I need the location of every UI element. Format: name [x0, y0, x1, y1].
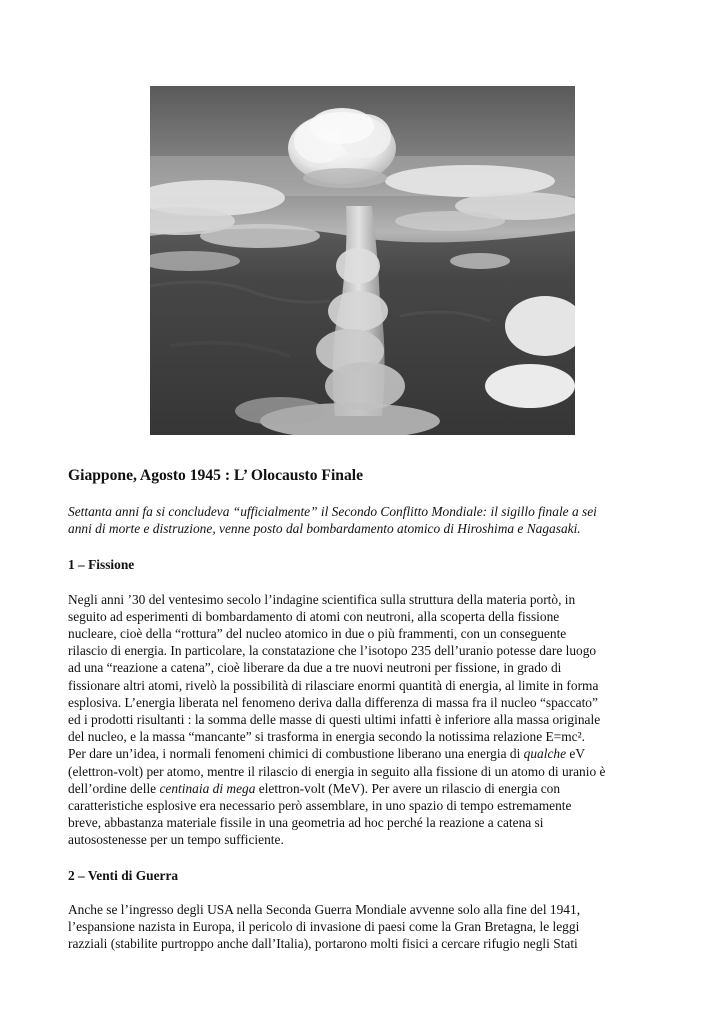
paragraph-line: (elettron-volt) per atomo, mentre il rilascio di energia in seguito alla fissione di un atomo di uranio è: [68, 763, 606, 779]
section-heading-venti-di-guerra: 2 – Venti di Guerra: [68, 867, 179, 883]
paragraph-line: rilascio di energia. In particolare, la constatazione che l’isotopo 235 dell’uranio potesse dare luogo: [68, 643, 597, 659]
line-text: Per dare un’idea, i normali fenomeni chimici di combustione liberano una energia di: [68, 746, 524, 762]
subtitle-line: Settanta anni fa si concludeva “ufficialmente” il Secondo Conflitto Mondiale: il sigillo finale a sei: [68, 504, 597, 519]
paragraph-line: ed i prodotti risultanti : la somma delle masse di questi ultimi infatti è inferiore alla massa originale: [68, 712, 601, 728]
line-text: eV: [566, 746, 585, 762]
paragraph-line: breve, abbastanza materiale fissile in una geometria ad hoc perché la reazione a catena si: [68, 815, 544, 831]
subtitle-line: anni di morte e distruzione, venne posto dal bombardamento atomico di Hiroshima e Nagasaki.: [68, 521, 581, 537]
line-text: dell’ordine delle: [68, 780, 160, 796]
line-text: elettron-volt (MeV). Per avere un rilascio di energia con: [255, 780, 561, 796]
paragraph-line: seguito ad esperimenti di bombardamento di atomi con neutroni, alla scoperta della fissione: [68, 608, 560, 624]
paragraph-line: razziali (stabilite purtroppo anche dall’Italia), portarono molti fisici a cercare rifugio negli Stati: [68, 936, 578, 952]
paragraph-line: ad una “reazione a catena”, cioè liberare da due a tre nuovi neutroni per fissione, in grado di: [68, 660, 562, 676]
paragraph-line: autosostenesse per un tempo sufficiente.: [68, 832, 284, 848]
emphasis-centinaia: centinaia di mega: [159, 780, 256, 796]
paragraph-line: del nucleo, e la massa “mancante” si trasforma in energia secondo la notissima relazione E=mc².: [68, 729, 585, 745]
paragraph-line: Negli anni ’30 del ventesimo secolo l’indagine scientifica sulla struttura della materia portò, in: [68, 591, 576, 607]
article-title: Giappone, Agosto 1945 : L’ Olocausto Finale: [68, 467, 364, 484]
section-fissione-paragraph: [68, 591, 658, 849]
paragraph-line: Anche se l’ingresso degli USA nella Seconda Guerra Mondiale avvenne solo alla fine del 1941,: [68, 901, 581, 917]
article: [68, 465, 658, 970]
paragraph-line: [68, 780, 658, 797]
paragraph-line: [68, 745, 658, 762]
paragraph-line: nucleare, cioè della “rottura” del nucleo atomico in due o più frammenti, con un conseguente: [68, 626, 567, 642]
mushroom-cloud-photo: [150, 86, 575, 435]
section-heading-fissione: 1 – Fissione: [68, 557, 135, 573]
paragraph-line: caratteristiche esplosive era necessario però assemblare, in uno spazio di tempo estremamente: [68, 798, 572, 814]
paragraph-line: fissionare altri atomi, rivelò la possibilità di rilasciare enormi quantità di energia, al limite in forma: [68, 677, 599, 693]
emphasis-qualche: qualche: [523, 746, 567, 762]
article-subtitle: [68, 503, 658, 537]
section-venti-paragraph: [68, 901, 658, 953]
paragraph-line: l’espansione nazista in Europa, il pericolo di invasione di paesi come la Gran Bretagna, le leggi: [68, 919, 580, 935]
paragraph-line: esplosiva. L’energia liberata nel fenomeno deriva dalla differenza di massa fra il nucleo “spaccato”: [68, 694, 598, 710]
